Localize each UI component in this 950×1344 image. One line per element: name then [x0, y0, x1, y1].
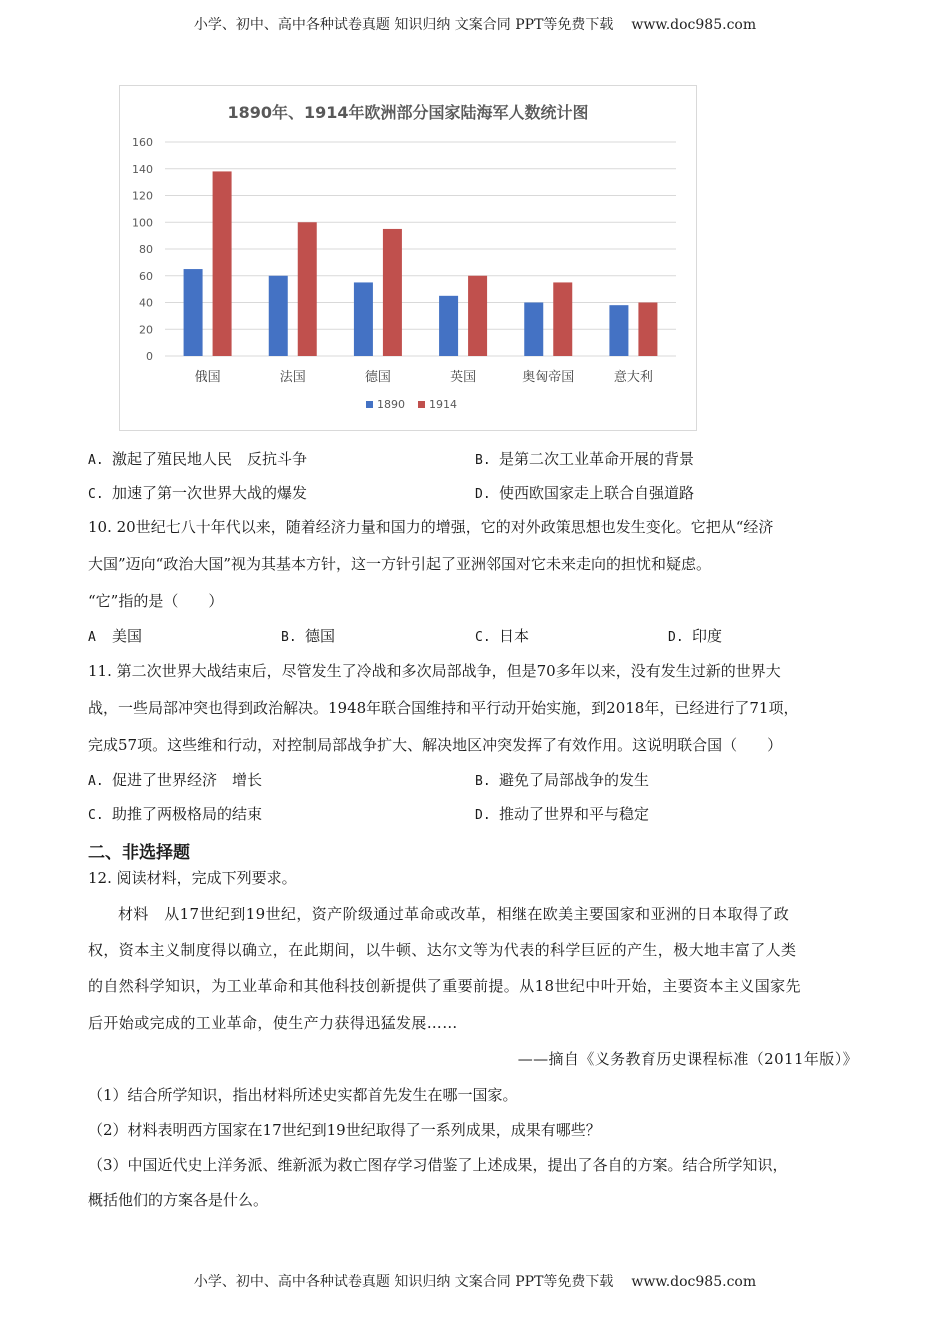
bar-1890 [524, 303, 543, 357]
q10-stem-line3: “它”指的是（ ） [88, 592, 224, 610]
bar-1890 [439, 296, 458, 356]
legend-label: 1914 [429, 398, 457, 411]
bar-1914 [553, 282, 572, 356]
q10-option-c[interactable]: C. 日本 [475, 627, 530, 645]
q9-option-b-text: 是第二次工业革命开展的背景 [499, 450, 695, 468]
q10-stem-line2: 大国”迈向“政治大国”视为其基本方针，这一方针引起了亚洲邻国对它未来走向的担忧和疑虑。 [88, 555, 712, 573]
q9-option-b[interactable]: B. 是第二次工业革命开展的背景 [475, 450, 695, 468]
y-tick-label: 40 [139, 296, 153, 310]
q12-sub1: （1）结合所学知识，指出材料所述史实都首先发生在哪一国家。 [88, 1086, 518, 1104]
q9-option-d[interactable]: D. 使西欧国家走上联合自强道路 [475, 484, 695, 502]
q11-option-c[interactable]: C. 助推了两极格局的结束 [88, 805, 263, 823]
header-text: 小学、初中、高中各种试卷真题 知识归纳 文案合同 PPT等免费下载 [193, 17, 614, 33]
header-site[interactable]: www.doc985.com [631, 17, 757, 33]
page-header [0, 14, 950, 34]
bar-1890 [269, 276, 288, 356]
q11-option-a[interactable]: A. 促进了世界经济 增长 [88, 771, 263, 789]
chart-svg [120, 86, 696, 430]
x-tick-label: 英国 [450, 370, 477, 385]
q10-option-d-text: 印度 [692, 627, 723, 645]
q12-sub3-line2: 概括他们的方案各是什么。 [88, 1191, 269, 1209]
q10-option-a-text: 美国 [112, 627, 143, 645]
material-line2: 权，资本主义制度得以确立，在此期间，以牛顿、达尔文等为代表的科学巨匠的产生，极大地丰富了人类 [88, 941, 797, 959]
footer-text: 小学、初中、高中各种试卷真题 知识归纳 文案合同 PPT等免费下载 [193, 1274, 614, 1290]
material-line1: 材料 从17世纪到19世纪，资产阶级通过革命或改革，相继在欧美主要国家和亚洲的日本取得了政 [118, 905, 790, 923]
q10-option-b[interactable]: B. 德国 [281, 627, 336, 645]
y-tick-label: 160 [132, 136, 153, 149]
legend-label: 1890 [377, 398, 405, 411]
q10-stem-line1: 10. 20世纪七八十年代以来，随着经济力量和国力的增强，它的对外政策思想也发生变化。它把从“经济 [88, 518, 774, 536]
bar-1914 [638, 303, 657, 357]
x-tick-label: 意大利 [613, 370, 653, 385]
q10-option-d[interactable]: D. 印度 [668, 627, 723, 645]
material-source: ——摘自《义务教育历史课程标准（2011年版）》 [517, 1050, 858, 1068]
bar-1914 [468, 276, 487, 356]
x-tick-label: 奥匈帝国 [522, 370, 575, 385]
q11-option-d[interactable]: D. 推动了世界和平与稳定 [475, 805, 650, 823]
q9-option-a[interactable]: A. 激起了殖民地人民 反抗斗争 [88, 450, 308, 468]
y-tick-label: 20 [139, 323, 153, 337]
chart-title: 1890年、1914年欧洲部分国家陆海军人数统计图 [227, 103, 589, 122]
q9-option-c-text: 加速了第一次世界大战的爆发 [112, 484, 308, 502]
material-line4: 后开始或完成的工业革命，使生产力获得迅猛发展…… [88, 1014, 458, 1032]
q9-option-d-text: 使西欧国家走上联合自强道路 [499, 484, 695, 502]
q11-option-a-text: 促进了世界经济 增长 [112, 771, 263, 789]
q11-stem-line1: 11. 第二次世界大战结束后，尽管发生了冷战和多次局部战争，但是70多年以来，没有发生过新的世界大 [88, 662, 781, 680]
q11-stem-line3: 完成57项。这些维和行动，对控制局部战争扩大、解决地区冲突发挥了有效作用。这说明联合国（ ） [88, 736, 783, 754]
y-tick-label: 100 [132, 216, 153, 230]
y-tick-label: 0 [146, 350, 153, 363]
q11-option-d-text: 推动了世界和平与稳定 [499, 805, 650, 823]
material-line3: 的自然科学知识，为工业革命和其他科技创新提供了重要前提。从18世纪中叶开始，主要资本主义国家先 [88, 977, 801, 995]
y-tick-label: 140 [132, 162, 153, 176]
footer-site[interactable]: www.doc985.com [631, 1274, 757, 1290]
q9-option-a-text: 激起了殖民地人民 反抗斗争 [112, 450, 308, 468]
bar-1890 [609, 305, 628, 356]
legend-swatch [418, 401, 425, 408]
y-tick-label: 120 [132, 189, 153, 203]
q11-option-c-text: 助推了两极格局的结束 [112, 805, 263, 823]
y-tick-label: 60 [139, 269, 153, 283]
q9-option-c[interactable]: C. 加速了第一次世界大战的爆发 [88, 484, 308, 502]
q11-stem-line2: 战，一些局部冲突也得到政治解决。1948年联合国维持和平行动开始实施，到2018年，已经进行了71项， [88, 699, 799, 717]
bar-1914 [213, 171, 232, 356]
q12-sub2: （2）材料表明西方国家在17世纪到19世纪取得了一系列成果，成果有哪些？ [88, 1121, 601, 1139]
bar-chart [119, 85, 697, 431]
bar-1890 [354, 282, 373, 356]
y-tick-label: 80 [139, 243, 153, 256]
x-tick-label: 法国 [279, 370, 306, 385]
q11-option-b-text: 避免了局部战争的发生 [499, 771, 650, 789]
legend-swatch [366, 401, 373, 408]
x-tick-label: 俄国 [194, 370, 221, 385]
bar-1890 [184, 269, 203, 356]
section-title: 二、非选择题 [88, 843, 190, 863]
bar-1914 [383, 229, 402, 356]
q12-stem: 12. 阅读材料，完成下列要求。 [88, 869, 297, 887]
bar-1914 [298, 222, 317, 356]
q10-option-c-text: 日本 [499, 627, 530, 645]
page-footer [0, 1271, 950, 1291]
x-tick-label: 德国 [364, 370, 391, 385]
q12-sub3-line1: （3）中国近代史上洋务派、维新派为救亡图存学习借鉴了上述成果，提出了各自的方案。结合所学知识， [88, 1156, 788, 1174]
q10-option-a[interactable]: A 美国 [88, 627, 143, 645]
q11-option-b[interactable]: B. 避免了局部战争的发生 [475, 771, 650, 789]
q10-option-b-text: 德国 [305, 627, 336, 645]
